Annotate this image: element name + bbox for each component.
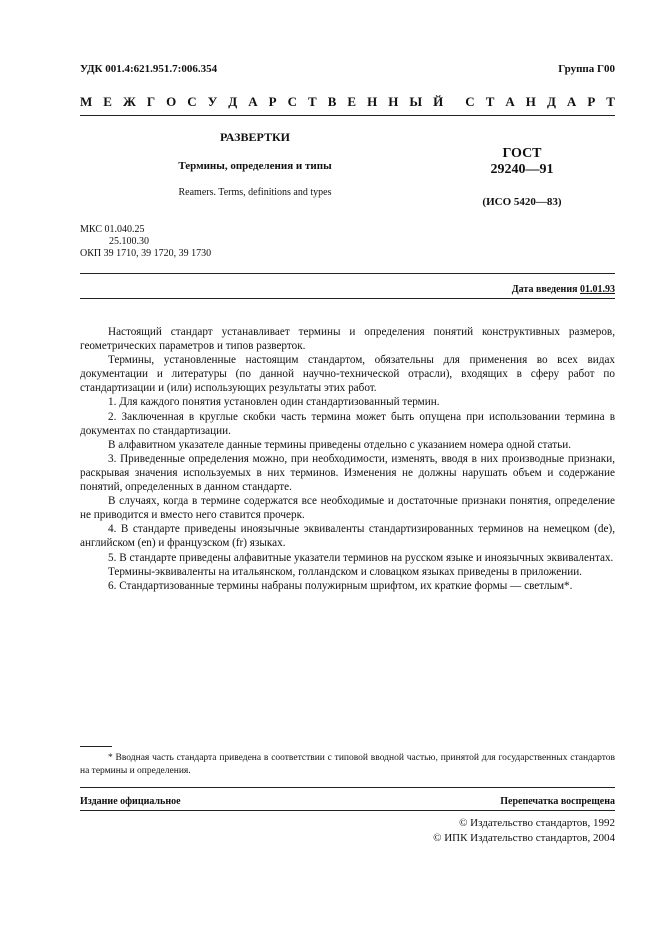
gost-label: ГОСТ [502, 146, 542, 161]
heading-letter: А [505, 94, 515, 109]
heading-letter: Г [146, 94, 156, 109]
paragraph: 4. В стандарте приведены иноязычные эквиваленты стандартизированных терминов на немецком (de), английском (en) и французском (fr) языках. [80, 523, 615, 550]
copyright-block [433, 816, 615, 846]
document-subtitle: Термины, определения и типы [178, 160, 332, 172]
heading-letter: О [166, 94, 177, 109]
english-title: Reamers. Terms, definitions and types [178, 187, 332, 198]
date-rule [80, 298, 615, 299]
heading-letter: Е [347, 94, 357, 109]
paragraph: 2. Заключенная в круглые скобки часть термина может быть опущена при использовании термина в документах по стандартизации. [80, 410, 615, 437]
footnote [80, 752, 615, 777]
paragraph: В случаях, когда в термине содержатся все необходимые и достаточные признаки понятия, определение не приводится и вместо него ставится прочерк. [80, 495, 615, 522]
copyright-2: © ИПК Издательство стандартов, 2004 [433, 832, 615, 844]
heading-letter: С [287, 94, 297, 109]
heading-letter: С [187, 94, 197, 109]
heading-letter: Е [103, 94, 112, 109]
heading-letter: Т [308, 94, 317, 109]
heading-letter: Н [367, 94, 378, 109]
paragraph: 3. Приведенные определения можно, при необходимости, изменять, вводя в них производные признаки, раскрывая значения используемых в них терминов. Изменения не должны нарушать объем и содержание понятий, определенных в данном стандарте. [80, 452, 615, 494]
paragraph: 1. Для каждого понятия установлен один стандартизованный термин. [108, 396, 440, 409]
heading-letter: В [327, 94, 337, 109]
heading-rule [80, 115, 615, 116]
footer-rule [80, 787, 615, 788]
heading-letter: Н [525, 94, 536, 109]
heading-letter: Ж [122, 94, 136, 109]
heading-letter: У [207, 94, 218, 109]
official-edition: Издание официальное [80, 796, 181, 807]
udk-code: УДК 001.4:621.951.7:006.354 [80, 63, 218, 75]
heading-letter: Д [546, 94, 556, 109]
interstate-standard-heading [80, 94, 615, 110]
heading-letter: С [465, 94, 475, 109]
heading-letter: Т [606, 94, 615, 109]
paragraph: Термины, установленные настоящим стандартом, обязательны для применения во всех видах документации и литературы (по данной научно-технической отрасли), входящих в сферу работ по стандартизации и (или) использующих результаты этих работ. [80, 354, 615, 395]
intro-date-value: 01.01.93 [580, 284, 615, 295]
mks-code-2: 25.100.30 [109, 236, 149, 247]
paragraph: 6. Стандартизованные термины набраны полужирным шрифтом, их краткие формы — светлым*. [108, 579, 573, 592]
heading-letter: Й [433, 94, 444, 109]
okp-code: ОКП 39 1710, 39 1720, 39 1730 [80, 248, 212, 259]
paragraph: 5. В стандарте приведены алфавитные указатели терминов на русском языке и иноязычных эквивалентах. [108, 551, 614, 564]
paragraph: В алфавитном указателе данные термины приведены отдельно с указанием номера одной статьи. [108, 438, 571, 451]
mks-code-1: МКС 01.040.25 [80, 224, 145, 235]
heading-letter: Р [587, 94, 596, 109]
heading-letter: Н [388, 94, 399, 109]
intro-date [512, 284, 615, 295]
paragraph: Настоящий стандарт устанавливает термины и определения понятий конструктивных размеров, геометрических параметров и типов разверток. [80, 326, 615, 353]
heading-letter: А [248, 94, 258, 109]
footer-rule-2 [80, 810, 615, 811]
heading-letter: М [80, 94, 93, 109]
heading-letter: А [566, 94, 577, 109]
document-title: РАЗВЕРТКИ [219, 130, 291, 144]
gost-designation [466, 146, 578, 178]
paragraph: Термины-эквиваленты на итальянском, голландском и словацком языках приведены в приложении. [108, 565, 582, 578]
heading-letter: Т [485, 94, 495, 109]
intro-date-label: Дата введения [511, 284, 578, 295]
body-text [80, 325, 615, 593]
classification-codes [80, 224, 211, 260]
copyright-1: © Издательство стандартов, 1992 [459, 817, 615, 829]
reprint-notice: Перепечатка воспрещена [500, 796, 615, 807]
iso-reference: (ИСО 5420—83) [482, 196, 562, 208]
gost-number: 29240—91 [490, 162, 554, 177]
group-code: Группа Г00 [558, 63, 615, 75]
footnote-text: * Вводная часть стандарта приведена в соответствии с типовой вводной частью, принятой для государственных стандартов на термины и определения. [80, 753, 615, 776]
heading-letter: Д [228, 94, 238, 109]
codes-rule [80, 273, 615, 274]
footnote-rule [80, 746, 112, 747]
heading-letter: Ы [409, 94, 423, 109]
heading-letter: Р [268, 94, 277, 109]
